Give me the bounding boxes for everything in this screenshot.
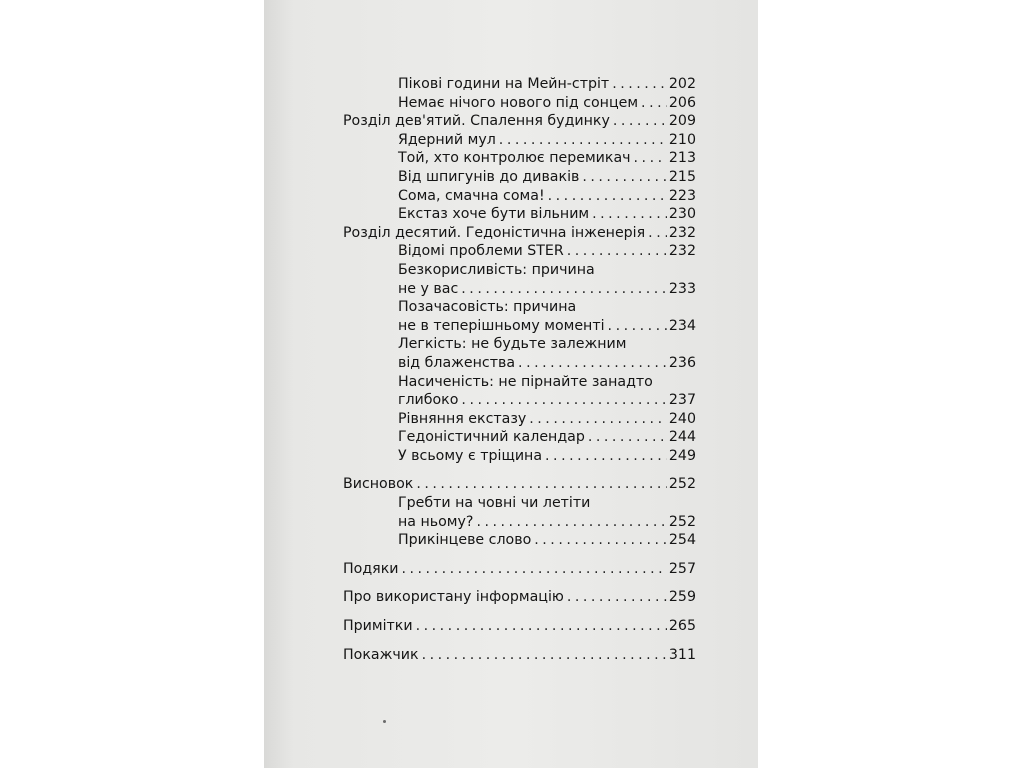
toc-entry-title: не у вас (398, 280, 459, 297)
dot-leader (422, 646, 667, 665)
toc-entry-title: Відомі проблеми STER (398, 243, 564, 260)
toc-entry-page-number: 213 (668, 150, 696, 167)
toc-entry-row (398, 428, 696, 447)
toc-entry-title: на ньому? (398, 513, 474, 530)
toc-entry (343, 261, 696, 298)
toc-entry-title: не в теперішньому моменті (398, 317, 605, 334)
toc-entry (343, 187, 696, 206)
toc-entry-title: Про використану інформацію (343, 589, 564, 606)
toc-entry (343, 475, 696, 494)
dot-leader (476, 513, 666, 532)
toc-entry (343, 335, 696, 372)
toc-entry-row (398, 391, 696, 410)
toc-entry-title: від блаженства (398, 354, 516, 371)
toc-entry-row (343, 224, 696, 243)
dot-leader (634, 149, 667, 168)
toc-entry-title-line: Позачасовість: причина (398, 299, 577, 316)
toc-entry-title: Немає нічого нового під сонцем (398, 94, 639, 111)
toc-entry-page-number: 215 (668, 168, 696, 185)
toc-entry (343, 298, 696, 335)
toc-entry-title: Сома, смачна сома! (398, 187, 545, 204)
toc-entry-page-number: 230 (668, 206, 696, 223)
toc-entry-title: Рівняння екстазу (398, 410, 527, 427)
toc-entry-title-line: Гребти на човні чи летіти (398, 495, 591, 512)
ink-speck (383, 720, 386, 723)
dot-leader (401, 560, 666, 579)
toc-entry-page-number: 234 (668, 317, 696, 334)
toc-entry (343, 410, 696, 429)
toc-entry (343, 588, 696, 607)
toc-entry-row (398, 317, 696, 336)
toc-entry-title-line: Легкість: не будьте залежним (398, 336, 627, 353)
dot-leader (612, 75, 667, 94)
toc-entry-row (343, 560, 696, 579)
dot-leader (534, 531, 667, 550)
toc-entry-title: У всьому є тріщина (398, 447, 543, 464)
toc-entry-page-number: 232 (668, 224, 696, 241)
toc-entry (343, 494, 696, 531)
toc-entry-row (398, 94, 696, 113)
toc-entry (343, 224, 696, 243)
toc-entry-row (398, 280, 696, 299)
toc-entry-title: Розділ десятий. Гедоністична інженерія (343, 224, 646, 241)
toc-entry-row (398, 75, 696, 94)
toc-entry-title: Пікові години на Мейн-стріт (398, 76, 610, 92)
toc-entry-title: Прикінцеве слово (398, 532, 532, 549)
toc-entry (343, 617, 696, 636)
dot-leader (416, 475, 667, 494)
toc-entry-page-number: 206 (668, 94, 696, 111)
toc-entry-title: Висновок (343, 476, 414, 493)
toc-entry-row (398, 187, 696, 206)
toc-entry-page-number: 210 (668, 131, 696, 148)
dot-leader (608, 317, 667, 336)
toc-entry (343, 131, 696, 150)
toc-entry-page-number: 202 (668, 76, 696, 92)
toc-entry-title: Покажчик (343, 646, 419, 663)
toc-entry-row (343, 475, 696, 494)
toc-entry (343, 75, 696, 94)
dot-leader (648, 224, 667, 243)
toc-entry-page-number: 249 (668, 447, 696, 464)
toc-entry-page-number: 311 (668, 646, 696, 663)
toc-entry-row (343, 646, 696, 665)
toc-entry-row (343, 112, 696, 131)
toc-entry (343, 242, 696, 261)
dot-leader (582, 168, 667, 187)
toc-entry-row (398, 447, 696, 466)
toc-entry-row (398, 149, 696, 168)
toc-entry-title: Подяки (343, 560, 399, 577)
dot-leader (567, 588, 667, 607)
dot-leader (592, 205, 667, 224)
toc-entry (343, 112, 696, 131)
toc-entry-page-number: 236 (668, 354, 696, 371)
toc-entry-title: Той, хто контролює перемикач (398, 150, 631, 167)
dot-leader (518, 354, 667, 373)
toc-entry (343, 447, 696, 466)
dot-leader (529, 410, 667, 429)
dot-leader (613, 112, 667, 131)
toc-entry-page-number: 254 (668, 532, 696, 549)
toc-entry-row (398, 513, 696, 532)
toc-entry-page-number: 233 (668, 280, 696, 297)
toc-entry-title: Розділ дев'ятий. Спалення будинку (343, 113, 610, 130)
dot-leader (588, 428, 667, 447)
dot-leader (641, 94, 667, 113)
toc-entry-page-number: 232 (668, 243, 696, 260)
dot-leader (545, 447, 667, 466)
toc-entry-title: Ядерний мул (398, 131, 496, 148)
toc-entry (343, 94, 696, 113)
toc-entry (343, 149, 696, 168)
toc-entry-page-number: 257 (668, 560, 696, 577)
dot-leader (548, 187, 667, 206)
toc-entry (343, 205, 696, 224)
toc-entry-row (398, 168, 696, 187)
toc-entry-row (398, 410, 696, 429)
toc-entry-row (398, 131, 696, 150)
toc-entry-page-number: 209 (668, 113, 696, 130)
toc-entry (343, 560, 696, 579)
dot-leader (461, 280, 667, 299)
toc-entry-title-line: Безкорисливість: причина (398, 261, 595, 278)
toc-entry-title: Примітки (343, 618, 413, 635)
dot-leader (416, 617, 667, 636)
toc-entry-page-number: 223 (668, 187, 696, 204)
toc-entry (343, 428, 696, 447)
toc-entry-page-number: 252 (668, 513, 696, 530)
toc-entry-row (398, 242, 696, 261)
toc-entry (343, 531, 696, 550)
toc-entry-title: Екстаз хоче бути вільним (398, 206, 590, 223)
dot-leader (499, 131, 667, 150)
toc-entry (343, 373, 696, 410)
toc-entry-row (398, 354, 696, 373)
toc-entry-page-number: 240 (668, 410, 696, 427)
toc-entry-page-number: 265 (668, 618, 696, 635)
table-of-contents (343, 75, 696, 664)
toc-entry-title: Гедоністичний календар (398, 429, 585, 446)
dot-leader (567, 242, 667, 261)
toc-entry-page-number: 259 (668, 589, 696, 606)
toc-entry-title-line: Насиченість: не пірнайте занадто (398, 373, 653, 390)
toc-entry-page-number: 252 (668, 476, 696, 493)
toc-entry-title: глибоко (398, 392, 459, 409)
toc-entry (343, 646, 696, 665)
toc-entry-row (398, 531, 696, 550)
toc-entry-page-number: 244 (668, 429, 696, 446)
toc-entry-row (398, 205, 696, 224)
dot-leader (461, 391, 666, 410)
toc-entry (343, 168, 696, 187)
toc-entry-row (343, 588, 696, 607)
toc-entry-row (343, 617, 696, 636)
toc-entry-page-number: 237 (668, 392, 696, 409)
toc-entry-title: Від шпигунів до диваків (398, 168, 580, 185)
